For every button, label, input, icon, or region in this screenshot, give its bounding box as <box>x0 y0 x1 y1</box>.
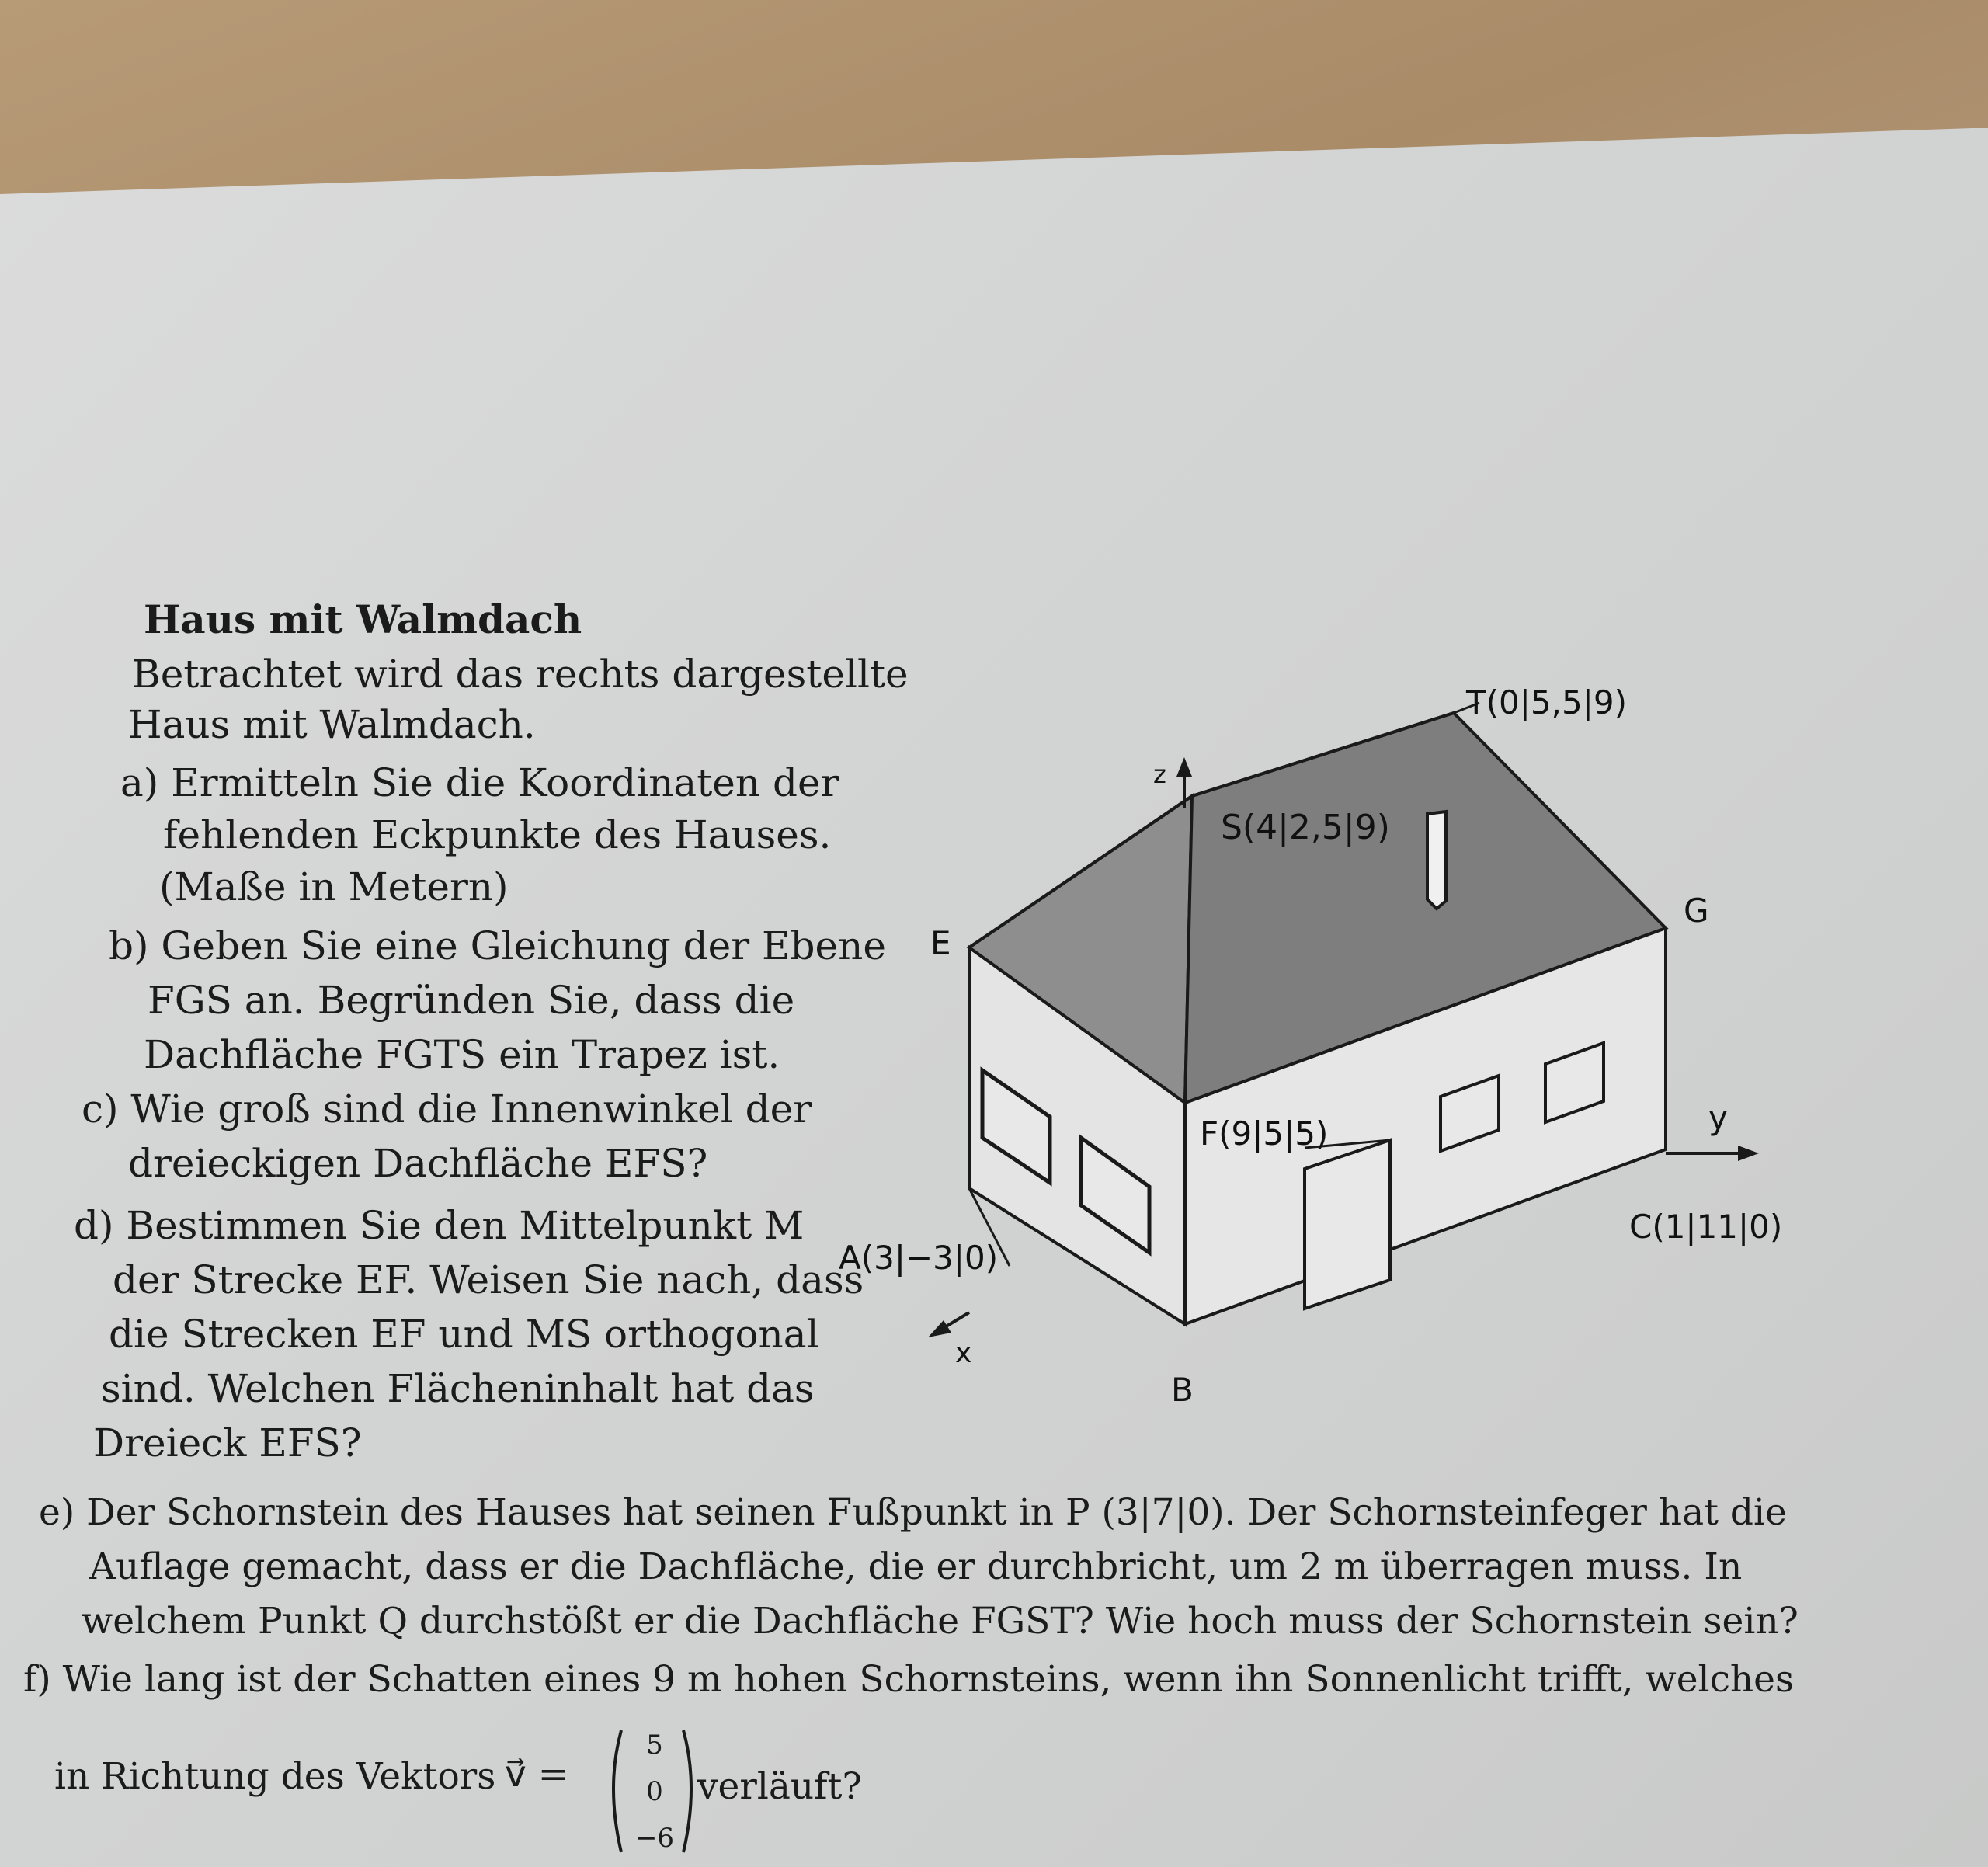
label-G: G <box>1684 892 1709 930</box>
vector-name: v⃗ = <box>505 1753 569 1796</box>
vector-z: −6 <box>634 1823 675 1854</box>
task-b-line-1: b) Geben Sie eine Gleichung der Ebene <box>109 923 886 968</box>
label-T: T(0|5,5|9) <box>1466 683 1627 721</box>
label-C: C(1|11|0) <box>1629 1208 1783 1246</box>
intro-line-2: Haus mit Walmdach. <box>128 702 536 747</box>
task-e-line-1: e) Der Schornstein des Hauses hat seinen Fußpunkt in P (3|7|0). Der Schornsteinfeger hat die <box>39 1491 1787 1534</box>
task-d-line-5: Dreieck EFS? <box>93 1420 362 1465</box>
label-x: x <box>955 1337 972 1369</box>
task-f-line-3: verläuft? <box>697 1765 862 1808</box>
label-z: z <box>1153 760 1166 789</box>
vector-x: 5 <box>646 1730 663 1761</box>
task-d-line-3: die Strecken EF und MS orthogonal <box>109 1312 819 1357</box>
task-title: Haus mit Walmdach <box>144 596 582 642</box>
intro-line-1: Betrachtet wird das rechts dargestellte <box>132 652 909 697</box>
task-d-line-1: d) Bestimmen Sie den Mittelpunkt M <box>74 1203 805 1248</box>
task-a-line-1: a) Ermitteln Sie die Koordinaten der <box>120 760 839 805</box>
label-F: F(9|5|5) <box>1200 1114 1329 1153</box>
task-d-line-2: der Strecke EF. Weisen Sie nach, dass <box>113 1257 864 1302</box>
label-A: A(3|−3|0) <box>839 1239 999 1277</box>
task-c-line-2: dreieckigen Dachfläche EFS? <box>128 1141 708 1186</box>
label-E: E <box>930 924 951 962</box>
label-B: B <box>1171 1371 1194 1409</box>
task-e-line-2: Auflage gemacht, dass er die Dachfläche, die er durchbricht, um 2 m überragen muss. In <box>89 1545 1743 1588</box>
vector-y: 0 <box>646 1776 663 1807</box>
task-f-line-2: in Richtung des Vektors <box>54 1755 496 1798</box>
task-b-line-3: Dachfläche FGTS ein Trapez ist. <box>144 1032 780 1077</box>
task-d-line-4: sind. Welchen Flächeninhalt hat das <box>101 1366 815 1411</box>
task-f-line-1: f) Wie lang ist der Schatten eines 9 m hohen Schornsteins, wenn ihn Sonnenlicht trifft, welches <box>23 1658 1795 1701</box>
task-a-line-2: fehlenden Eckpunkte des Hauses. <box>163 812 832 857</box>
task-b-line-2: FGS an. Begründen Sie, dass die <box>148 978 795 1023</box>
task-a-line-3: (Maße in Metern) <box>159 864 509 909</box>
task-c-line-1: c) Wie groß sind die Innenwinkel der <box>82 1086 812 1132</box>
label-y: y <box>1708 1099 1728 1137</box>
label-S: S(4|2,5|9) <box>1221 808 1390 847</box>
task-e-line-3: welchem Punkt Q durchstößt er die Dachfläche FGST? Wie hoch muss der Schornstein sein? <box>82 1600 1799 1643</box>
